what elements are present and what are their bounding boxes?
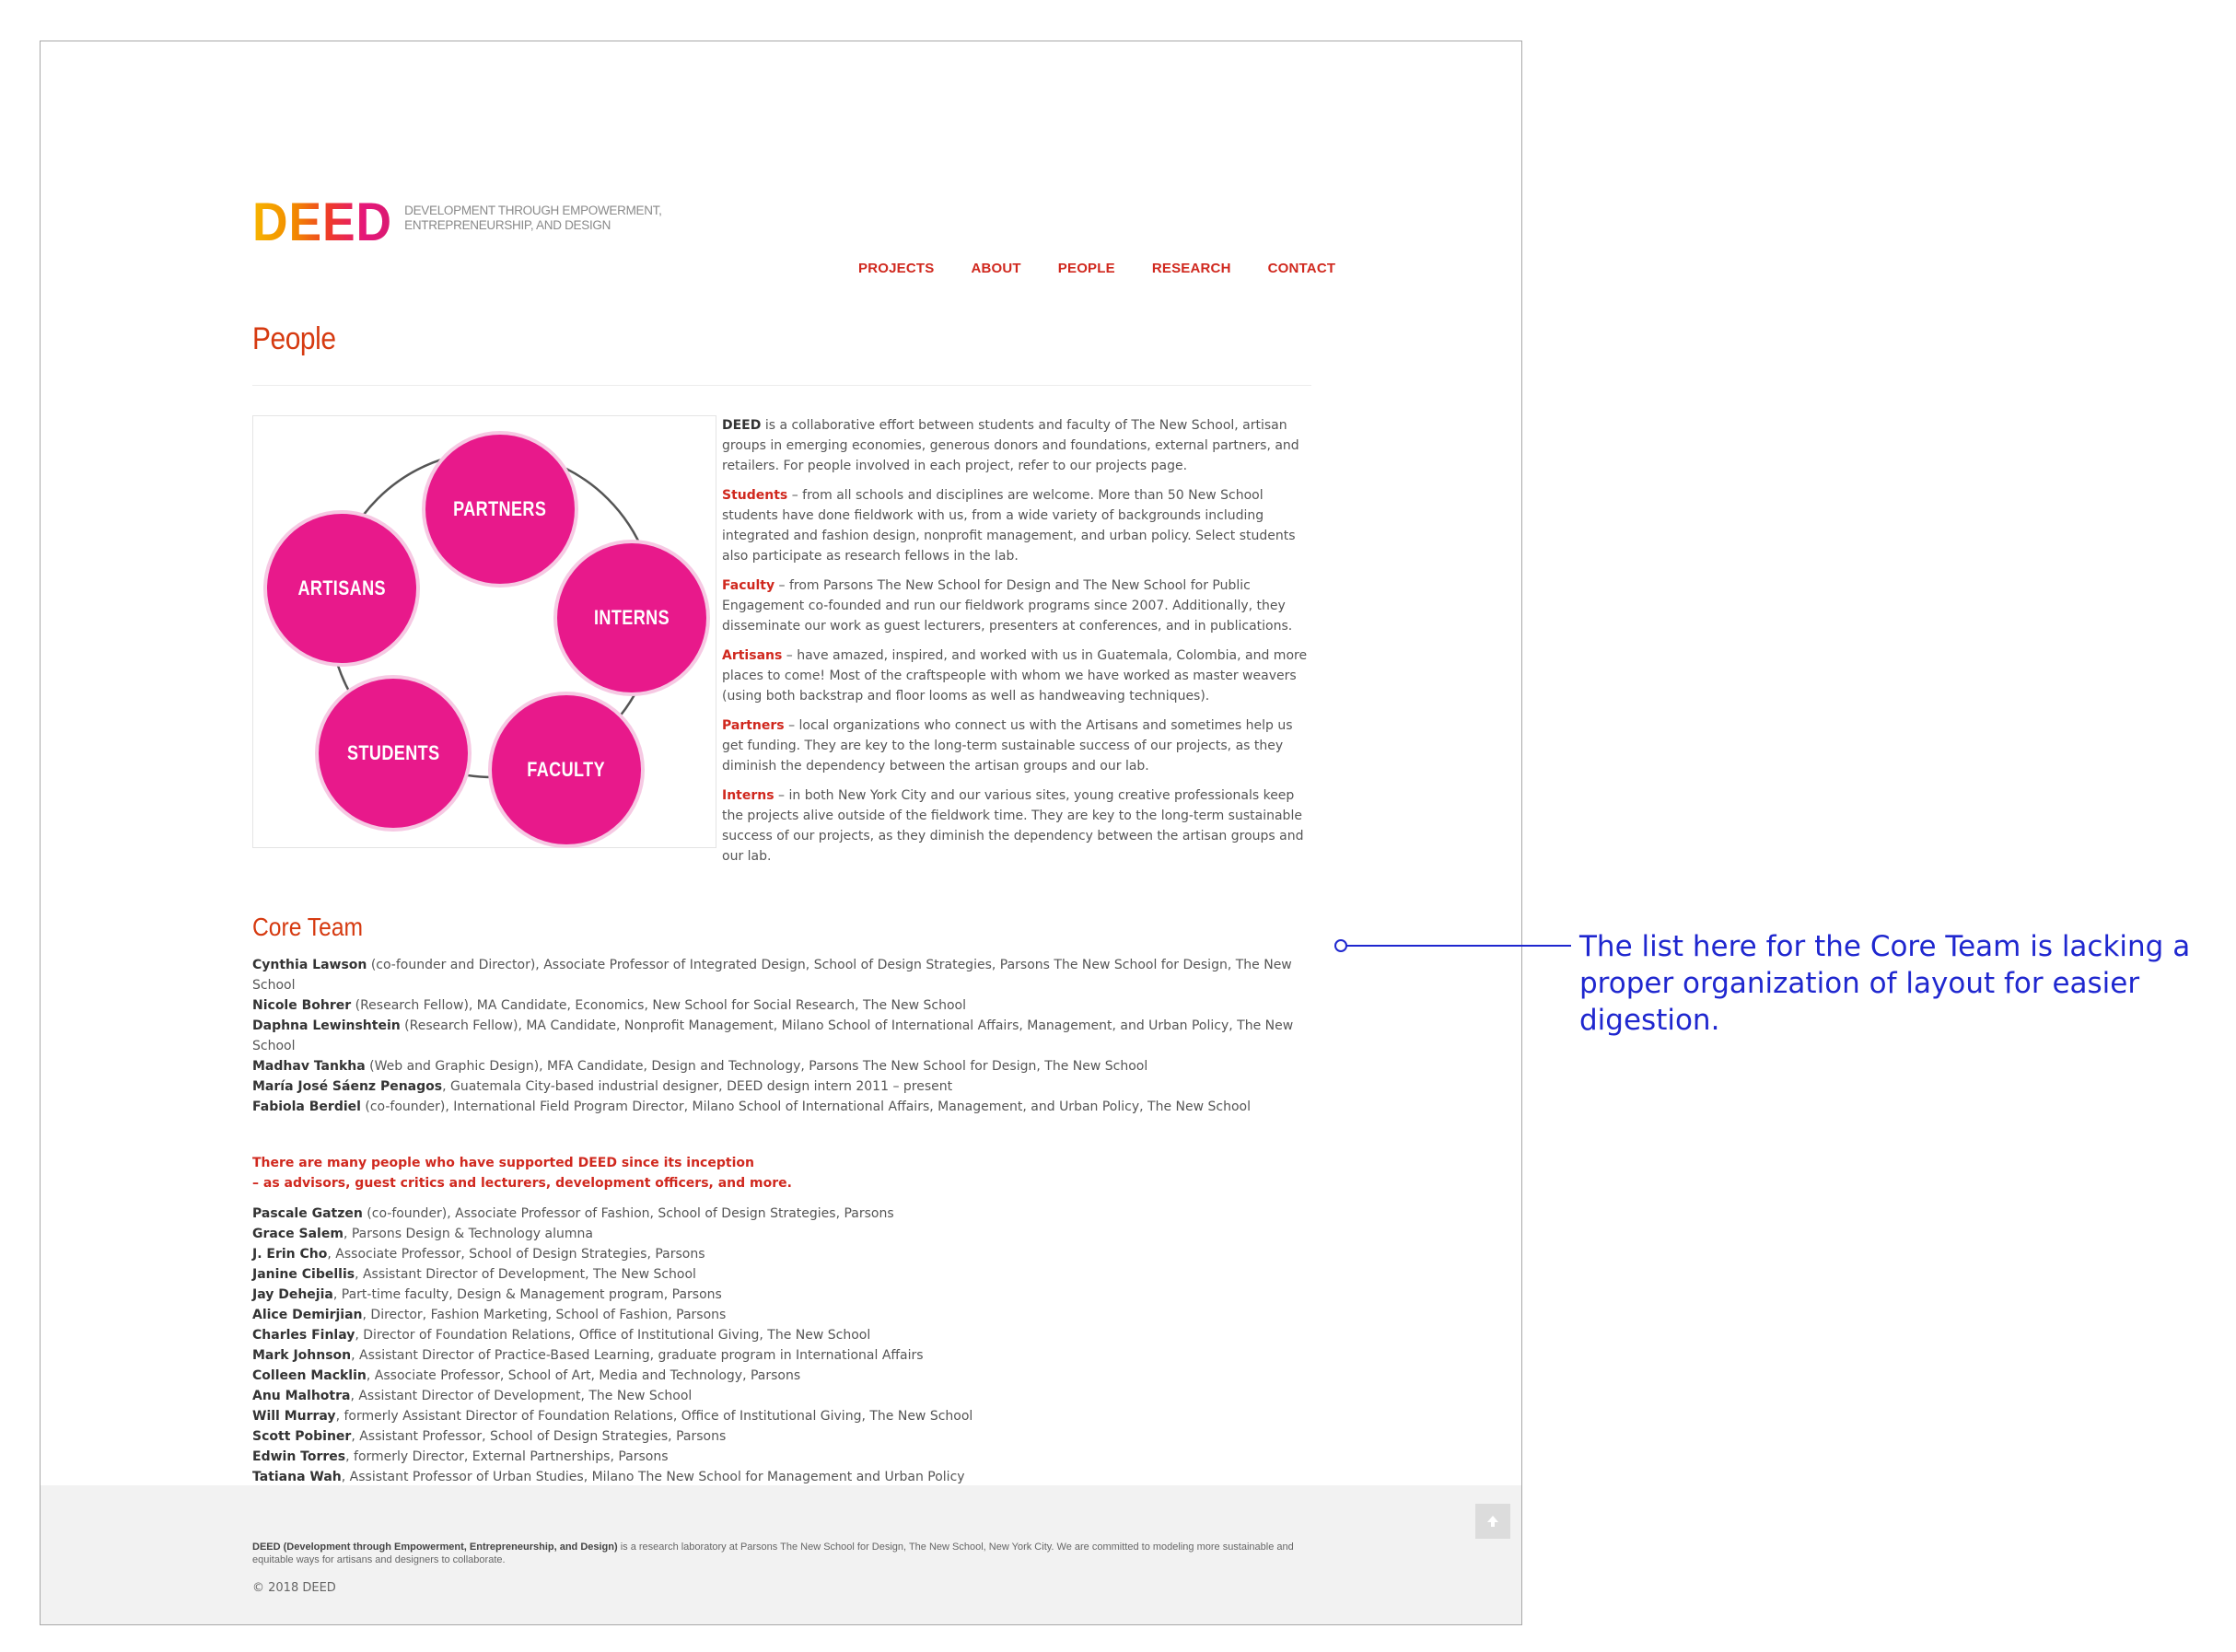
member-name: Madhav Tankha [252, 1059, 366, 1074]
back-to-top-button[interactable] [1475, 1504, 1510, 1539]
main-nav [858, 261, 1335, 276]
list-item [252, 1325, 1311, 1345]
annotation-dot [1334, 939, 1347, 952]
annotation-connector [1339, 945, 1571, 947]
member-detail: , formerly Director, External Partnerships, Parsons [345, 1449, 669, 1464]
list-item [252, 995, 1311, 1016]
intro-lead: DEED [722, 418, 762, 433]
member-name: Fabiola Berdiel [252, 1099, 361, 1114]
intro-term: Students [722, 488, 788, 503]
member-detail: , Guatemala City-based industrial designer, DEED design intern 2011 – present [442, 1079, 953, 1094]
intro-body: – from all schools and disciplines are welcome. More than 50 New School students have done fieldwork with us, from a wide variety of backgrounds including integrated and fashion design, nonprofit management, and urban policy. Select students also participate as research fellows in the lab. [722, 488, 1296, 564]
member-name: Grace Salem [252, 1227, 344, 1241]
nav-research[interactable]: RESEARCH [1151, 261, 1231, 276]
arrow-up-icon [1486, 1515, 1499, 1528]
supporters-heading [252, 1153, 792, 1193]
member-name: Cynthia Lawson [252, 958, 367, 972]
member-detail: (co-founder), Associate Professor of Fashion, School of Design Strategies, Parsons [362, 1206, 894, 1221]
member-detail: , Part-time faculty, Design & Management program, Parsons [332, 1287, 722, 1302]
list-item [252, 1467, 1311, 1487]
intro-paragraph [722, 485, 1315, 566]
member-detail: , formerly Assistant Director of Foundation Relations, Office of Institutional Giving, The New School [335, 1409, 973, 1424]
member-name: Jay Dehejia [252, 1287, 333, 1302]
list-item [252, 1056, 1311, 1076]
member-detail: (Web and Graphic Design), MFA Candidate, Design and Technology, Parsons The New School for Design, The New School [365, 1059, 1148, 1074]
list-item [252, 955, 1311, 995]
list-item [252, 1426, 1311, 1447]
people-diagram [252, 415, 716, 848]
list-item [252, 1076, 1311, 1097]
node-faculty-label: FACULTY [527, 758, 606, 781]
intro-term: Artisans [722, 648, 783, 663]
annotation-note: The list here for the Core Team is lacking a proper organization of layout for easier digestion. [1579, 930, 2191, 1037]
intro-paragraph [722, 576, 1315, 636]
list-item [252, 1097, 1311, 1117]
browser-page-frame [40, 41, 1522, 1625]
nav-contact[interactable]: CONTACT [1267, 261, 1336, 276]
node-interns-label: INTERNS [593, 606, 670, 629]
logo-mark: DEED [252, 192, 392, 252]
member-name: Will Murray [252, 1409, 336, 1424]
list-item [252, 1016, 1311, 1056]
member-detail: (co-founder and Director), Associate Professor of Integrated Design, School of Design Strategies, Parsons The New School for Design, The New School [252, 958, 1292, 993]
intro-term: Faculty [722, 578, 775, 593]
member-name: J. Erin Cho [252, 1247, 328, 1262]
list-item [252, 1204, 1311, 1224]
list-item [252, 1264, 1311, 1285]
intro-term: Interns [722, 788, 774, 803]
list-item [252, 1345, 1311, 1366]
footer-body: is a research laboratory at Parsons The New School for Design, The New School, New York City. We are committed to modeling more sustainable and equitable ways for artisans and designers to collaborate. [252, 1541, 1294, 1565]
intro-body: – in both New York City and our various sites, young creative professionals keep the projects alive outside of the fieldwork time. They are key to the long-term sustainable success of our projects, as they diminish the dependency between the artisan groups and our lab. [722, 788, 1304, 864]
logo-tagline-line1: DEVELOPMENT THROUGH EMPOWERMENT, [404, 204, 662, 217]
list-item [252, 1386, 1311, 1406]
list-item [252, 1285, 1311, 1305]
member-detail: (co-founder), International Field Program Director, Milano School of International Affairs, Management, and Urban Policy, The New School [360, 1099, 1251, 1114]
copyright: © 2018 DEED [252, 1581, 336, 1595]
intro-body: – have amazed, inspired, and worked with us in Guatemala, Colombia, and more places to come! Most of the craftspeople with whom we have worked as master weavers (using both backstrap and floor looms as well as handweaving techniques). [722, 648, 1308, 704]
member-detail: , Assistant Professor, School of Design Strategies, Parsons [351, 1429, 727, 1444]
intro-body: – from Parsons The New School for Design and The New School for Public Engagement co-founded and run our fieldwork programs since 2007. Additionally, they disseminate our work as guest lecturers, presenters at conferences, and in publications. [722, 578, 1293, 634]
member-detail: , Assistant Director of Development, The New School [350, 1389, 693, 1403]
intro-paragraph [722, 715, 1315, 776]
deed-logo[interactable] [252, 192, 662, 252]
member-name: Mark Johnson [252, 1348, 352, 1363]
member-name: Anu Malhotra [252, 1389, 351, 1403]
list-item [252, 1366, 1311, 1386]
intro-paragraph [722, 785, 1315, 867]
member-detail: , Associate Professor, School of Design Strategies, Parsons [327, 1247, 705, 1262]
footer-description [252, 1541, 1311, 1566]
member-name: Janine Cibellis [252, 1267, 355, 1282]
member-name: Charles Finlay [252, 1328, 355, 1343]
node-partners-label: PARTNERS [453, 497, 547, 520]
member-name: Pascale Gatzen [252, 1206, 363, 1221]
node-partners [425, 435, 575, 584]
node-faculty [492, 695, 641, 844]
intro-paragraph [722, 646, 1315, 706]
member-detail: (Research Fellow), MA Candidate, Economics, New School for Social Research, The New School [351, 998, 966, 1013]
node-students-label: STUDENTS [346, 741, 440, 764]
member-name: Colleen Macklin [252, 1368, 367, 1383]
node-students [319, 679, 468, 828]
member-name: Edwin Torres [252, 1449, 346, 1464]
page-title: People [252, 321, 336, 356]
member-name: Alice Demirjian [252, 1308, 363, 1322]
member-detail: , Assistant Director of Development, The New School [355, 1267, 696, 1282]
supporters-heading-line1: There are many people who have supported DEED since its inception [252, 1156, 754, 1170]
member-detail: , Associate Professor, School of Art, Media and Technology, Parsons [366, 1368, 801, 1383]
intro-term: Partners [722, 718, 785, 733]
member-name: Tatiana Wah [252, 1470, 342, 1484]
node-artisans-label: ARTISANS [297, 576, 386, 599]
member-name: Daphna Lewinshtein [252, 1018, 401, 1033]
intro-body: is a collaborative effort between students and faculty of The New School, artisan groups in emerging economies, generous donors and foundations, external partners, and retailers. For people involved in each project, refer to our projects page. [722, 418, 1299, 473]
member-detail: , Assistant Professor of Urban Studies, Milano The New School for Management and Urban Policy [341, 1470, 965, 1484]
intro-paragraph [722, 415, 1315, 476]
member-name: Nicole Bohrer [252, 998, 352, 1013]
footer-lead: DEED (Development through Empowerment, Entrepreneurship, and Design) [252, 1541, 618, 1553]
nav-projects[interactable]: PROJECTS [858, 261, 935, 276]
node-interns [557, 543, 706, 692]
list-item [252, 1244, 1311, 1264]
list-item [252, 1305, 1311, 1325]
member-detail: (Research Fellow), MA Candidate, Nonprofit Management, Milano School of International Affairs, Management, and Urban Policy, The New School [252, 1018, 1294, 1053]
member-detail: , Director, Fashion Marketing, School of Fashion, Parsons [362, 1308, 727, 1322]
list-item [252, 1406, 1311, 1426]
supporters-heading-line2: – as advisors, guest critics and lecturers, development officers, and more. [252, 1176, 792, 1191]
nav-people[interactable]: PEOPLE [1057, 261, 1115, 276]
node-artisans [267, 514, 416, 663]
supporters-list [252, 1204, 1311, 1487]
core-team-list [252, 955, 1311, 1117]
logo-tagline-line2: ENTREPRENEURSHIP, AND DESIGN [404, 218, 611, 232]
member-name: Scott Pobiner [252, 1429, 352, 1444]
nav-about[interactable]: ABOUT [971, 261, 1021, 276]
intro-body: – local organizations who connect us with the Artisans and sometimes help us get funding. They are key to the long-term sustainable success of our projects, as they diminish the dependency between the artisan groups and our lab. [722, 718, 1293, 774]
title-divider [252, 385, 1311, 386]
member-name: María José Sáenz Penagos [252, 1079, 443, 1094]
member-detail: , Assistant Director of Practice-Based Learning, graduate program in International Affairs [351, 1348, 924, 1363]
site-footer [41, 1485, 1521, 1625]
intro-text [722, 415, 1315, 876]
list-item [252, 1447, 1311, 1467]
member-detail: , Director of Foundation Relations, Office of Institutional Giving, The New School [355, 1328, 871, 1343]
logo-tagline [404, 204, 661, 233]
core-team-heading: Core Team [252, 913, 364, 941]
list-item [252, 1224, 1311, 1244]
member-detail: , Parsons Design & Technology alumna [343, 1227, 593, 1241]
